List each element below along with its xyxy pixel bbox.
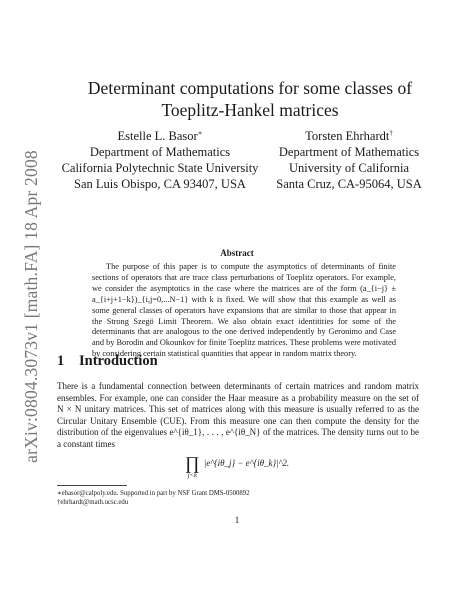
equation-body: |e^{iθ_j} − e^{iθ_k}|^2. <box>203 458 290 468</box>
footnote-1: ∗ebasor@calpoly.edu. Supported in part by NSF Grant DMS-0500892 <box>57 490 250 497</box>
page-number: 1 <box>234 515 240 525</box>
footnote-divider <box>57 485 127 486</box>
abstract-heading: Abstract <box>220 248 254 258</box>
intro-text: There is a fundamental connection between determinants of certain matrices and random matrix ensembles. For example, one can consider the Haar measure as a probability measure on the set of N × N unitary matrices. This set of matrices along with this measure is usually referred to as the Circular Unitary Ensemble (CUE). From this measure one can then compute the density for the distribution of the eigenvalues e^{iθ_1}, . . . , e^{iθ_N} of the matrices. The density turns out to be a constant times <box>57 381 419 449</box>
author-department: Department of Mathematics <box>89 145 231 159</box>
abstract-body <box>92 262 396 360</box>
author-address: Santa Cruz, CA-95064, USA <box>276 177 422 191</box>
title-line-2: Toeplitz-Hankel matrices <box>161 100 339 120</box>
display-equation <box>0 454 474 480</box>
author-name-line <box>60 128 260 144</box>
product-subscript: j<k <box>187 472 197 479</box>
author-name-line <box>260 128 438 144</box>
author-name: Torsten Ehrhardt <box>305 129 390 143</box>
author-address: San Luis Obispo, CA 93407, USA <box>74 177 246 191</box>
author-institution: California Polytechnic State University <box>61 161 259 175</box>
author-institution: University of California <box>288 161 410 175</box>
introduction-paragraph <box>57 381 419 451</box>
title-line-1: Determinant computations for some classes of <box>87 78 413 98</box>
author-name: Estelle L. Basor <box>117 129 198 143</box>
product-operator <box>185 454 200 480</box>
product-symbol: ∏ <box>184 453 200 473</box>
arxiv-identifier-stamp <box>21 126 41 486</box>
author-department: Department of Mathematics <box>278 145 420 159</box>
footnote-mark: † <box>389 128 393 137</box>
author-ehrhardt <box>260 128 438 192</box>
section-title: Introduction <box>79 353 158 369</box>
abstract-text: The purpose of this paper is to compute the asymptotics of determinants of finite sections of operators that are trace class perturbations of Toeplitz operators. For example, we consider the asymptotics in the case where the matrices are of the form (a_{i−j} ± a_{i+j+1−k})_{i,j=0,...N−1} with k is fixed. We will show that this example as well as some general classes of operators have expansions that are similar to those that appear in the Strong Szegö Limit Theorem. We also obtain exact identitities for some of the determinants that are analogous to the one derived independently by Geronimo and Case and by Borodin and Okounkov for finite Toeplitz matrices. These problems were motivated by considering certain statistical quantities that appear in random matrix theory. <box>92 262 396 359</box>
arxiv-identifier-text: arXiv:0804.3073v1 [math.FA] 18 Apr 2008 <box>20 149 41 463</box>
section-heading <box>57 353 158 370</box>
section-number: 1 <box>57 353 65 369</box>
footnote-mark: ∗ <box>197 128 203 137</box>
footnote-2: †ehrhardt@math.ucsc.edu <box>57 499 129 506</box>
footnotes <box>57 489 419 507</box>
author-basor <box>60 128 260 192</box>
paper-title <box>70 77 430 121</box>
